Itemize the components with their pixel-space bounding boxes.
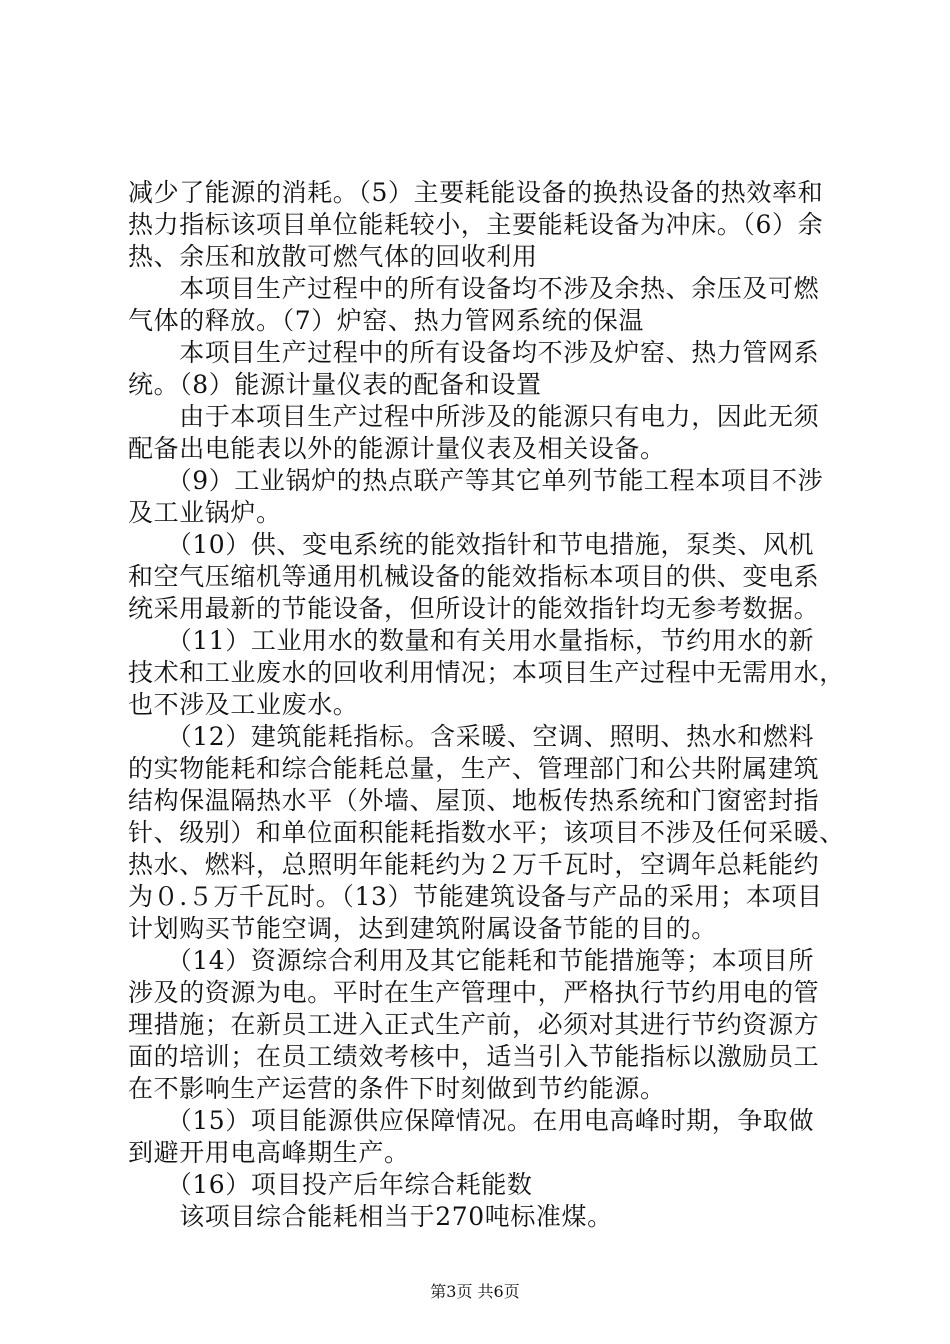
text-line: 和空气压缩机等通用机械设备的能效指标本项目的供、变电系: [128, 562, 820, 591]
text-line: 结构保温隔热水平（外墙、屋顶、地板传热系统和门窗密封指: [128, 786, 820, 815]
text-line: （16）项目投产后年综合耗能数: [128, 1170, 533, 1199]
text-line: 统采用最新的节能设备，但所设计的能效指针均无参考数据。: [128, 594, 820, 623]
text-line: （10）供、变电系统的能效指针和节电措施，泵类、风机: [128, 530, 815, 559]
text-line: 热力指标该项目单位能耗较小，主要能耗设备为冲床。（6）余: [128, 210, 824, 239]
text-line: 面的培训；在员工绩效考核中，适当引入节能指标以激励员工: [128, 1042, 820, 1071]
text-line: 理措施；在新员工进入正式生产前，必须对其进行节约资源方: [128, 1010, 820, 1039]
text-line: 在不影响生产运营的条件下时刻做到节约能源。: [128, 1074, 666, 1103]
text-line: 本项目生产过程中的所有设备均不涉及余热、余压及可燃: [128, 274, 820, 303]
text-line: 减少了能源的消耗。（5）主要耗能设备的换热设备的热效率和: [128, 178, 824, 207]
page-footer: 第3页 共6页: [430, 1282, 520, 1301]
text-line: 也不涉及工业废水。: [128, 690, 359, 719]
text-line: 技术和工业废水的回收利用情况；本项目生产过程中无需用水，: [128, 658, 845, 687]
text-line: 热水、燃料，总照明年能耗约为２万千瓦时，空调年总耗能约: [128, 850, 820, 879]
text-line: 统。（8）能源计量仪表的配备和设置: [128, 370, 542, 399]
text-line: （9）工业锅炉的热点联产等其它单列节能工程本项目不涉: [128, 466, 824, 495]
text-line: 由于本项目生产过程中所涉及的能源只有电力，因此无须: [128, 402, 820, 431]
text-line: （12）建筑能耗指标。含采暖、空调、照明、热水和燃料: [128, 722, 815, 751]
text-line: 热、余压和放散可燃气体的回收利用: [128, 242, 538, 271]
text-line: 针、级别）和单位面积能耗指数水平；该项目不涉及任何采暖、: [128, 818, 845, 847]
text-line: 该项目综合能耗相当于270吨标准煤。: [128, 1202, 613, 1231]
text-line: 涉及的资源为电。平时在生产管理中，严格执行节约用电的管: [128, 978, 820, 1007]
text-line: 及工业锅炉。: [128, 498, 282, 527]
text-line: 的实物能耗和综合能耗总量，生产、管理部门和公共附属建筑: [128, 754, 820, 783]
text-line: 为０.５万千瓦时。（13）节能建筑设备与产品的采用；本项目: [128, 882, 823, 911]
text-line: 本项目生产过程中的所有设备均不涉及炉窑、热力管网系: [128, 338, 820, 367]
text-line: （15）项目能源供应保障情况。在用电高峰时期，争取做: [128, 1106, 815, 1135]
text-line: 到避开用电高峰期生产。: [128, 1138, 410, 1167]
text-line: 配备出电能表以外的能源计量仪表及相关设备。: [128, 434, 666, 463]
text-line: （14）资源综合利用及其它能耗和节能措施等；本项目所: [128, 946, 815, 975]
text-line: 气体的释放。（7）炉窑、热力管网系统的保温: [128, 306, 645, 335]
text-line: 计划购买节能空调，达到建筑附属设备节能的目的。: [128, 914, 717, 943]
text-line: （11）工业用水的数量和有关用水量指标，节约用水的新: [128, 626, 815, 655]
